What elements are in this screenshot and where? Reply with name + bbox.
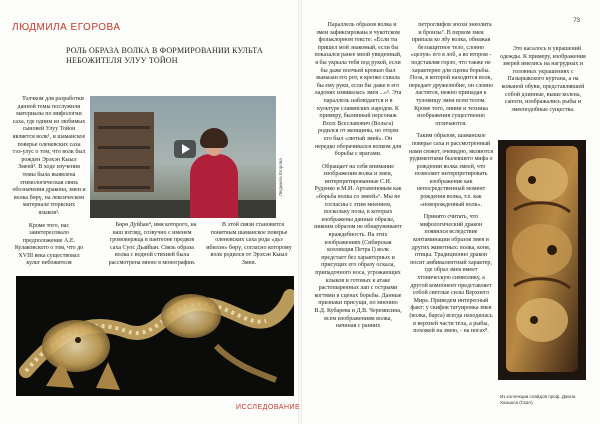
page-spine bbox=[298, 0, 302, 424]
section-label: ИССЛЕДОВАНИЕ bbox=[236, 404, 301, 411]
paragraph: Бөрө Дуйһан⁴, имя которого, на наш взгляд, созвучно с именем громовержца в пантеоне предков саха Суос Дьайһан. Связь образа волка с водной стихией была рассмотрена мною в монографии. bbox=[108, 222, 197, 266]
right-column-3 bbox=[500, 46, 586, 119]
right-column-2 bbox=[408, 22, 494, 341]
dragon-illustration bbox=[16, 276, 294, 396]
left-column-2 bbox=[104, 222, 200, 273]
paragraph: Принято считать, что мифологический дракон появился вследствие контаминации образов змея и других животных: волка, коня, птицы. Традиционно дракон носит амбивалентный характер, где образ змея имеет хтоническую символику, а другой компонент представляет собой светлые силы Верхнего Мира. Приведем интересный факт: у скифов татуировка змея (волка, барса) всегда находилась в верхней части тела, а рыбы, похожей на змею, - на ногах⁸. bbox=[409, 214, 493, 335]
desk bbox=[90, 200, 276, 218]
artifact-caption: Из коллекции слайдов проф. Джона Хазьюса (США) bbox=[500, 394, 576, 405]
left-column-3 bbox=[204, 222, 294, 273]
paragraph: Это касалось и украшений одежды. К примеру, изображения зверей имелись на нагрудных и головных украшениях с Пазырыкского кургана, а на кожаной обуви, представлявшей собой длинные, выше колена, сапоги, изображались рыбы и змееподобные существа. bbox=[500, 46, 586, 113]
video-frame[interactable] bbox=[90, 96, 276, 218]
paragraph: Обращает на себя внимание изображения волка и змеи, интерпретированные С.И. Руденко и М.И. Артамоновым как «борьба волка со змеей»⁶. Мы не согласны с этим мнением, поскольку позы, в которых изображены данные образы, никоим образом не обнаруживают враждебность. На этих изображениях (Сибирская коллекция Петра I) волк предстает без характерных и присущих его образу оскала, припадочного носа, угрожающих клыков и готовых к атаке растопыренных лап с острыми когтями в сценах борьбы. Данные признаки присущи, по мнению В.Д. Кубарева и Д.В. Черемисина, всем изображениям волка, начиная с ранних bbox=[314, 163, 402, 330]
left-column-1 bbox=[12, 96, 86, 273]
paragraph: Параллель образов волка и змеи зафиксирована в чукотском фольклорном тексте: «Если ты пришел мой знакомый, если бы показался ранее мной увиденный, я бы укрыла тебя под рукой, если бы даже волчьей кровью был вымазан его рот, я крепко схвала бы ему руки, если бы даже в его ладонях извивалась змея ...»⁵. Эта параллель наблюдается и в культуре славянских народов. К примеру, былинный персонаж Волх Всеславович (Вольга) родился от женщины, но отцом его был «лютый змей». Он нередко оборачивался волком для борьбы с врагами. bbox=[314, 22, 402, 158]
video-caption: Людмила Егорова bbox=[278, 158, 283, 196]
article-title: РОЛЬ ОБРАЗА ВОЛКА В ФОРМИРОВАНИИ КУЛЬТА НЕБОЖИТЕЛЯ УЛУУ ТОЙОН bbox=[66, 46, 263, 65]
dragon-artifact-image bbox=[16, 276, 294, 396]
paragraph: петроглифов эпохи энеолита и бронзы⁷. В первом змея припала ко лбу волка, обнажая беззащитное тело, словно «целуя» его в лоб, а во втором - подставляя горло, что также не характерно для сцены борьбы. Поза, в которой находится волк, передает дружелюбие, он словно ластится, нежно припадая к туловищу змеи всем телом. Кроме того, линии и техника изображения существенно отличаются. bbox=[408, 22, 494, 127]
artifact-illustration bbox=[498, 140, 586, 380]
play-icon[interactable] bbox=[174, 140, 196, 158]
paragraph: Кроме того, нас заинтересовало предположение А.Е. Кулаковского о том, что до XVIII века существовал культ небожителя bbox=[14, 222, 84, 267]
right-column-1 bbox=[314, 22, 402, 336]
bookshelf bbox=[94, 112, 154, 192]
paragraph: Толчком для разработки данной темы послужили материалы по мифологии саха, где одним из любимых сыновей Улуу Тойон является волк¹, и шаманское поверье оленевских саха тээ-улус о том, что волк был рожден Эрэхэн Кыыл Змеей². В ходе изучения темы была выявлена этимологическая связь обозначения дракона, змеи и волка бөрү, на лексическом материале тюркских языков³. bbox=[12, 96, 86, 216]
page-number: 73 bbox=[573, 18, 580, 24]
paragraph: Таким образом, шаманское поверье саха и рассмотренный нами сюжет, очевидно, являются рудиментами былевшего мифа о рождении волка змеей, что позволяет интерпретировать изображение как непосредственный момент рождения волка, т.е. как «новорожденный волк». bbox=[409, 133, 493, 208]
paragraph: В этой связи становится понятным шаманское поверье оленевских саха рода «дьэ ибилэн» бөрү, согласно которому волк родился от Эрэхэн Кыыл Змеи. bbox=[206, 222, 292, 266]
scythian-artifact-image bbox=[498, 140, 586, 380]
author-name: ЛЮДМИЛА ЕГОРОВА bbox=[12, 22, 121, 33]
